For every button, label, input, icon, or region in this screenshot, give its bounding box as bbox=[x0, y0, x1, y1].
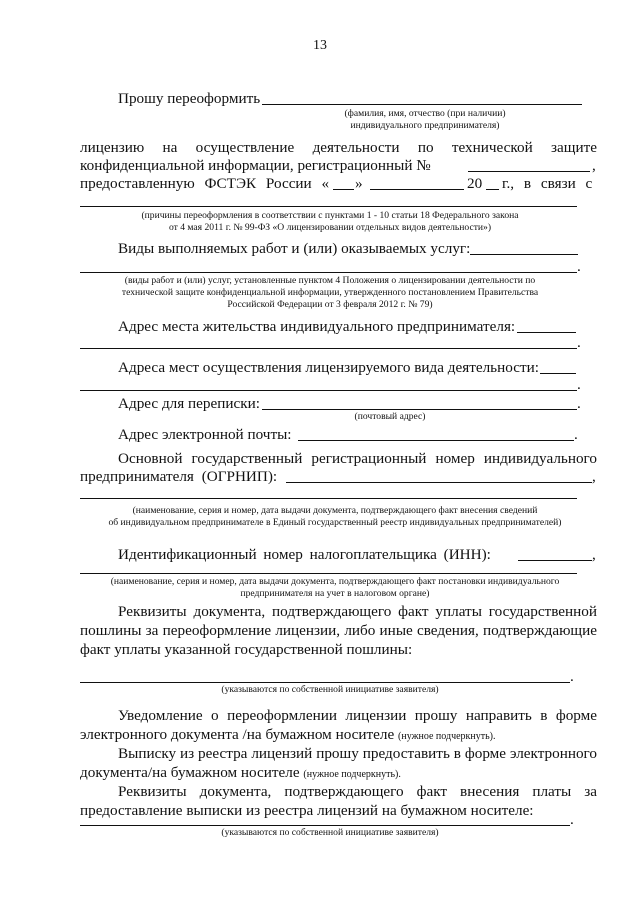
services-hint-1: (виды работ и (или) услуг, установленные пунктом 4 Положения о лицензировании деятельности по bbox=[124, 275, 536, 286]
extract-fee-line1: Реквизиты документа, подтверждающего факт внесения платы за bbox=[118, 783, 597, 800]
ogrnip-hint-1: (наименование, серия и номер, дата выдачи документа, подтверждающего факт внесения сведений bbox=[132, 505, 538, 516]
residence-address-field-2[interactable] bbox=[80, 348, 577, 349]
reason-field[interactable] bbox=[80, 206, 577, 207]
issue-month-field[interactable] bbox=[370, 189, 464, 190]
activity-addresses-period: . bbox=[577, 376, 581, 393]
notification-underline-hint: (нужное подчеркнуть). bbox=[398, 731, 496, 742]
fee-label-line3: факт уплаты указанной государственной пошлины: bbox=[80, 641, 413, 658]
notification-line1: Уведомление о переоформлении лицензии прошу направить в форме bbox=[118, 707, 597, 724]
inn-label: Идентификационный номер налогоплательщика (ИНН): bbox=[118, 546, 491, 563]
postal-address-label: Адрес для переписки: bbox=[118, 395, 260, 412]
extract-line2 bbox=[80, 764, 401, 784]
inn-doc-field[interactable] bbox=[80, 573, 577, 574]
extract-fee-line2: предоставление выписки из реестра лицензий на бумажном носителе: bbox=[80, 802, 534, 819]
ogrnip-label-line2: предпринимателя (ОГРНИП): bbox=[80, 468, 278, 485]
notification-options[interactable]: электронного документа /на бумажном носителе bbox=[80, 726, 395, 743]
activity-addresses-label: Адреса мест осуществления лицензируемого вида деятельности: bbox=[118, 359, 539, 376]
reason-hint-2: от 4 мая 2011 г. № 99-ФЗ «О лицензировании отдельных видов деятельности») bbox=[168, 222, 492, 233]
applicant-name-hint-2: индивидуального предпринимателя) bbox=[350, 120, 500, 131]
reason-hint-1: (причины переоформления в соответствии с пунктами 1 - 10 статьи 18 Федерального закона bbox=[141, 210, 519, 221]
issue-year-field[interactable] bbox=[486, 189, 499, 190]
services-period: . bbox=[577, 258, 581, 275]
inn-hint-2: предпринимателя на учет в налоговом органе) bbox=[240, 588, 430, 599]
ogrnip-label-line1: Основной государственный регистрационный номер индивидуального bbox=[118, 450, 597, 467]
email-field[interactable] bbox=[298, 440, 574, 441]
activity-addresses-field[interactable] bbox=[540, 373, 576, 374]
extract-options[interactable]: документа/на бумажном носителе bbox=[80, 764, 300, 781]
ogrnip-hint-2: об индивидуальном предпринимателе в Единый государственный реестр индивидуальных предпринимателей) bbox=[108, 517, 562, 528]
reg-number-comma: , bbox=[592, 157, 596, 174]
license-text-line: лицензию на осуществление деятельности по технической защите bbox=[80, 139, 597, 156]
residence-address-field[interactable] bbox=[517, 332, 576, 333]
page-number: 13 bbox=[313, 38, 327, 53]
postal-address-field[interactable] bbox=[262, 409, 577, 410]
due-to-label: г., в связи с bbox=[502, 175, 593, 192]
extract-line1: Выписку из реестра лицензий прошу предоставить в форме электронного bbox=[118, 745, 597, 762]
ogrnip-field[interactable] bbox=[286, 482, 592, 483]
issued-by-label: предоставленную ФСТЭК России « bbox=[80, 175, 330, 192]
residence-address-label: Адрес места жительства индивидуального предпринимателя: bbox=[118, 318, 516, 335]
postal-address-hint: (почтовый адрес) bbox=[354, 411, 426, 422]
inn-hint-1: (наименование, серия и номер, дата выдачи документа, подтверждающего факт постановки индивидуального bbox=[110, 576, 560, 587]
issue-day-field[interactable] bbox=[333, 189, 354, 190]
inn-comma: , bbox=[592, 546, 596, 563]
extract-fee-field[interactable] bbox=[80, 825, 570, 826]
issue-year-prefix: 20 bbox=[467, 175, 483, 192]
applicant-name-field[interactable] bbox=[262, 104, 582, 105]
issue-day-close-quote: » bbox=[355, 175, 363, 192]
reg-number-field[interactable] bbox=[468, 171, 590, 172]
reg-number-label: конфиденциальной информации, регистрационный № bbox=[80, 157, 431, 174]
notification-line2 bbox=[80, 726, 496, 746]
services-field-2[interactable] bbox=[80, 272, 577, 273]
email-label: Адрес электронной почты: bbox=[118, 426, 292, 443]
fee-label-line1: Реквизиты документа, подтверждающего факт уплаты государственной bbox=[118, 603, 597, 620]
residence-period: . bbox=[577, 334, 581, 351]
applicant-name-hint-1: (фамилия, имя, отчество (при наличии) bbox=[344, 108, 506, 119]
fee-period: . bbox=[570, 668, 574, 685]
services-hint-2: технической защите конфиденциальной информации, утвержденного постановлением Правительства bbox=[121, 287, 539, 298]
postal-address-period: . bbox=[577, 395, 581, 412]
reissue-request-label: Прошу переоформить bbox=[118, 90, 261, 107]
extract-fee-period: . bbox=[570, 811, 574, 828]
services-label: Виды выполняемых работ и (или) оказываемых услуг: bbox=[118, 240, 471, 257]
fee-details-field[interactable] bbox=[80, 682, 570, 683]
ogrnip-comma: , bbox=[592, 468, 596, 485]
extract-fee-hint: (указываются по собственной инициативе заявителя) bbox=[221, 827, 439, 838]
extract-underline-hint: (нужное подчеркнуть). bbox=[303, 769, 401, 780]
email-period: . bbox=[574, 426, 578, 443]
inn-field[interactable] bbox=[518, 560, 592, 561]
fee-hint: (указываются по собственной инициативе заявителя) bbox=[221, 684, 439, 695]
activity-addresses-field-2[interactable] bbox=[80, 390, 577, 391]
fee-label-line2: пошлины за переоформление лицензии, либо иные сведения, подтверждающие bbox=[80, 622, 597, 639]
ogrnip-doc-field[interactable] bbox=[80, 498, 577, 499]
services-field[interactable] bbox=[470, 254, 578, 255]
services-hint-3: Российской Федерации от 3 февраля 2012 г. № 79) bbox=[227, 299, 433, 310]
